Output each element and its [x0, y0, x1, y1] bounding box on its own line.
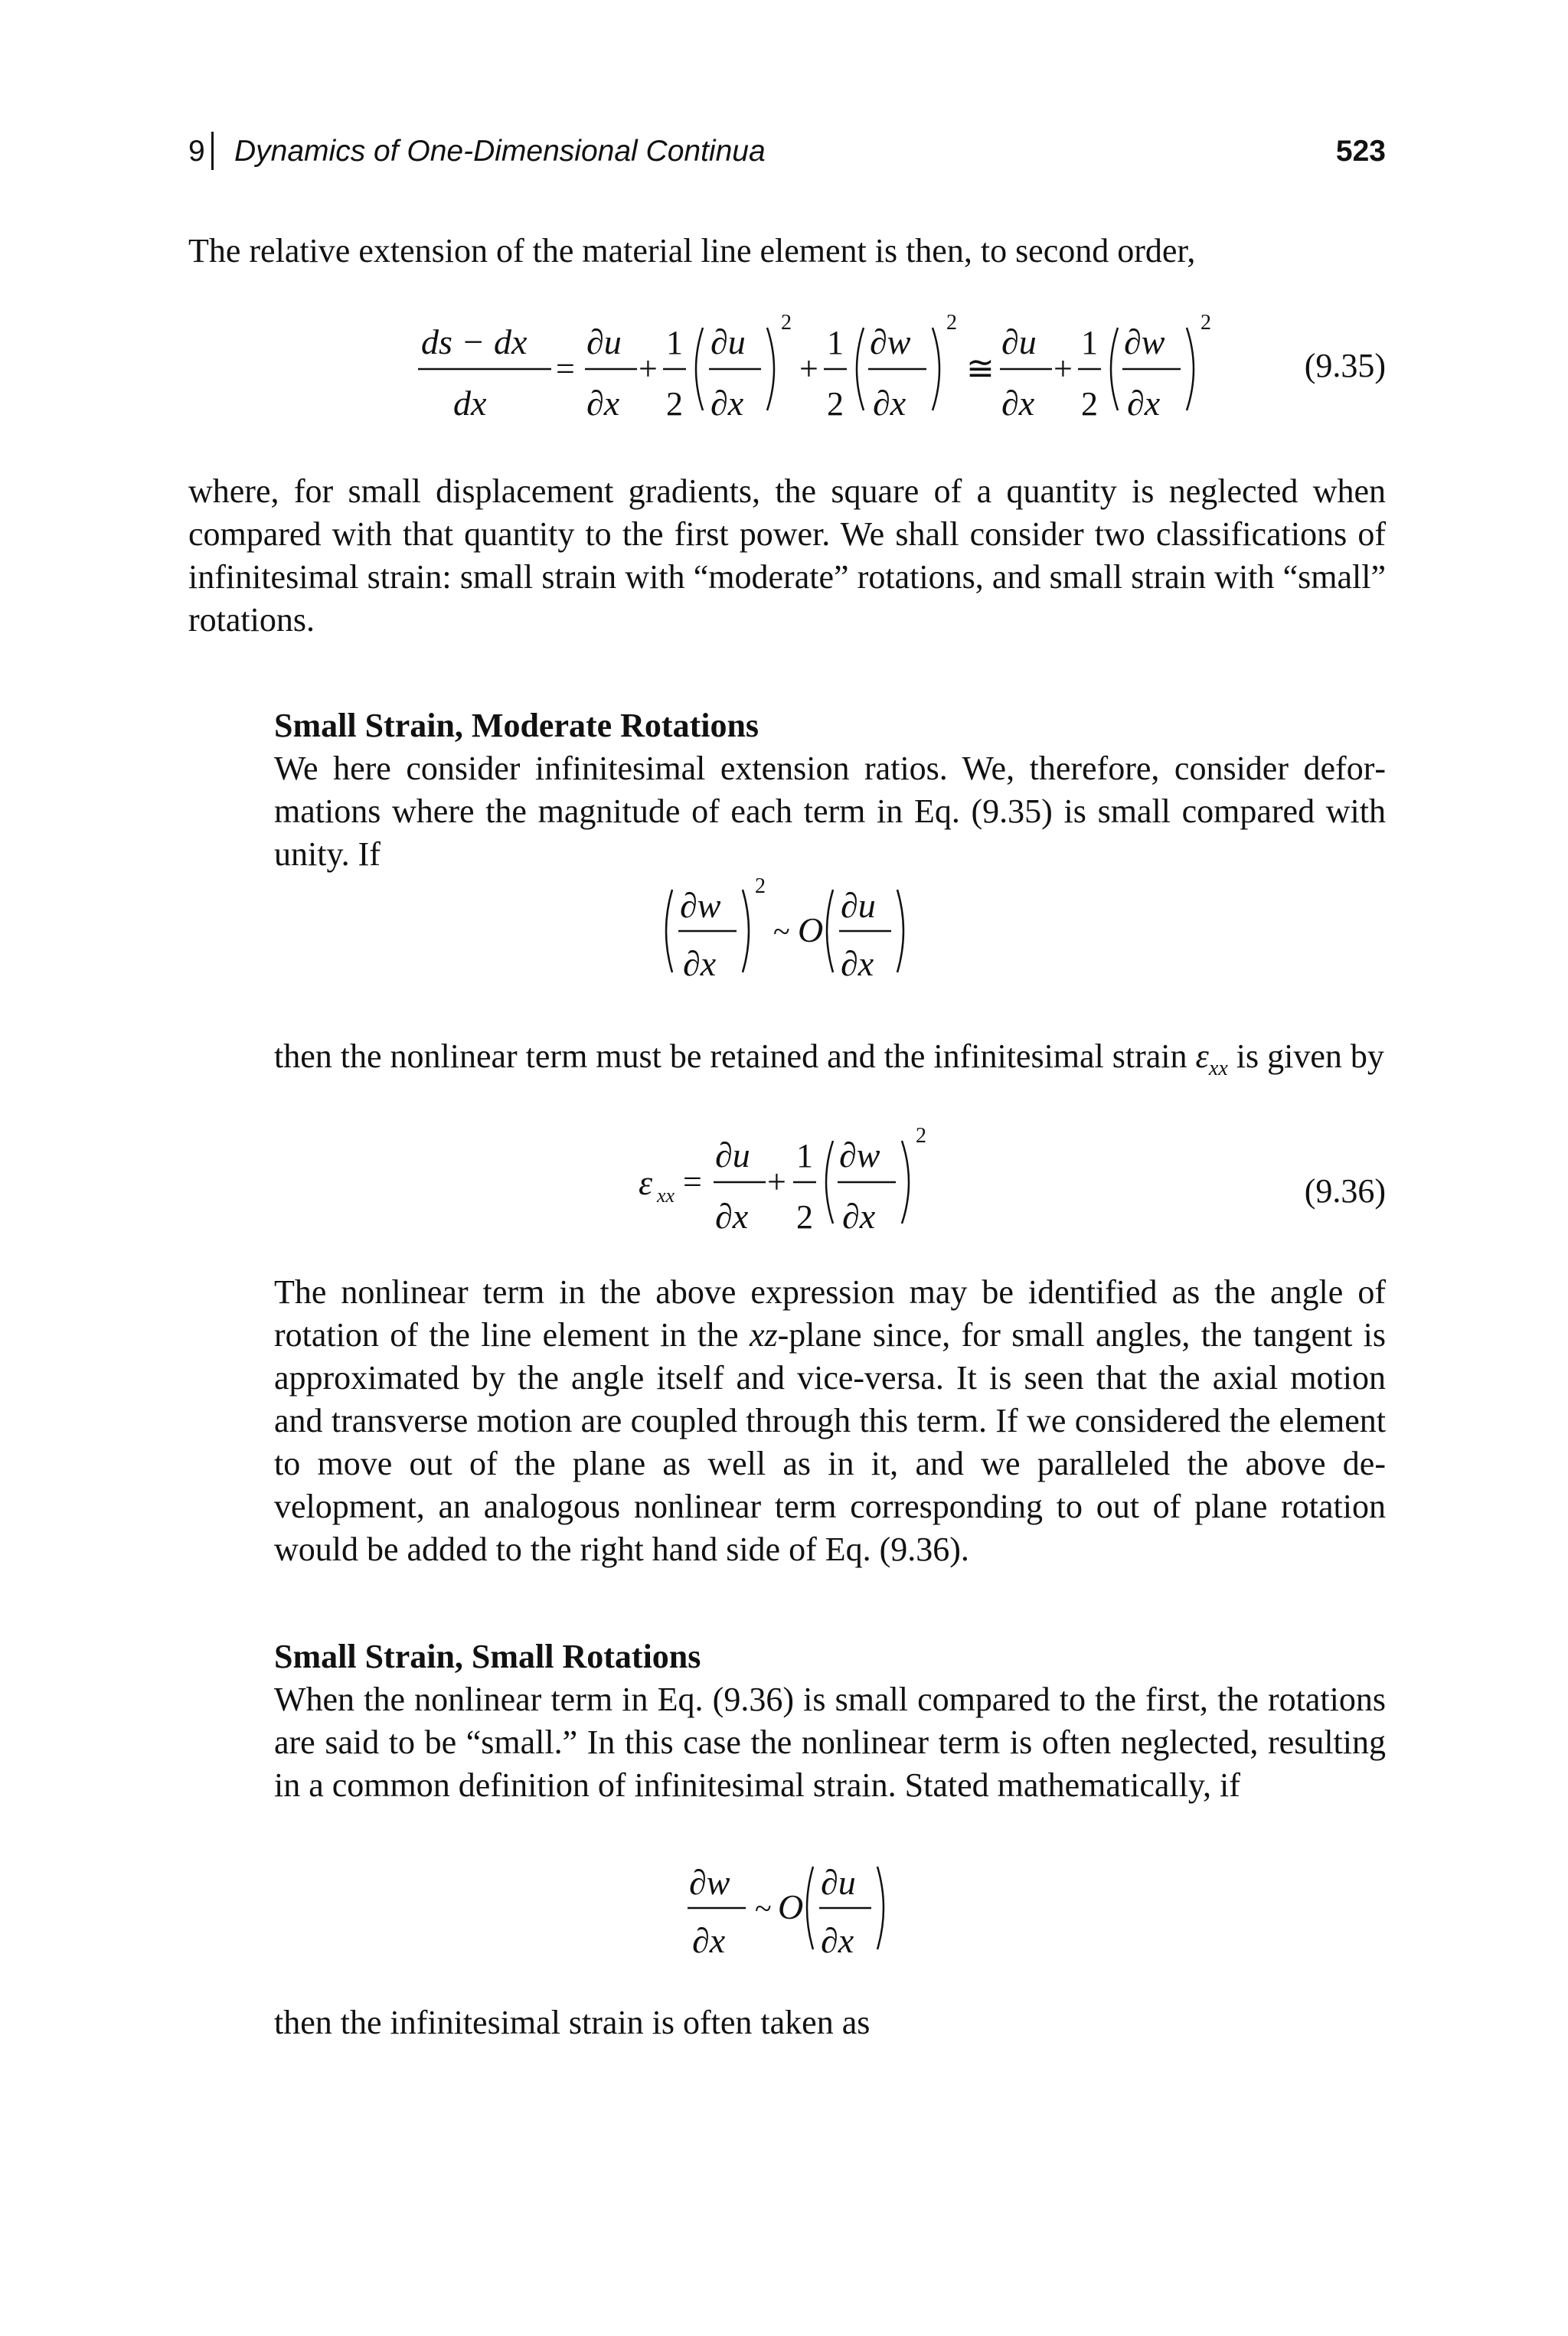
header-divider: [211, 132, 214, 170]
cond1-big-o: O: [798, 910, 824, 949]
eq935-square-1: 2: [781, 311, 792, 335]
eq935-paren-right-2: [933, 328, 939, 410]
eq936-dx-1: ∂x: [715, 1197, 749, 1236]
cond1-sim: ~: [773, 914, 790, 949]
epsilon-xx-inline: [1195, 1037, 1228, 1080]
eq935-paren-right-3: [1187, 328, 1194, 410]
equation-condition-moderate: [658, 874, 934, 995]
paragraph-small-rotations: When the nonlinear term in Eq. (9.36) is small compared to the first, the rotations are said to be “small.” In this case the nonlinear term is often neglected, resulting in a common definition of infinitesimal strain. Stated mathematically, if: [274, 1681, 1386, 1804]
cond1-dw: ∂w: [680, 886, 721, 925]
epsilon-symbol: ε: [1195, 1037, 1209, 1075]
equation-9-35: [413, 306, 1240, 444]
cond2-paren-left: [807, 1867, 813, 1949]
paragraph-intro: The relative extension of the material line element is then, to second order,: [188, 232, 1196, 270]
eq935-half-num-3: 1: [1081, 324, 1098, 361]
equation-9-36: [635, 1126, 957, 1248]
page-number: 523: [1335, 135, 1386, 168]
equation-number-9-35: (9.35): [1304, 347, 1386, 384]
equation-9-36-svg: [635, 1126, 957, 1248]
condition-moderate-svg: [658, 874, 934, 995]
cond1-paren-left-1: [666, 890, 672, 972]
eq936-half-den: 2: [796, 1198, 813, 1236]
eq936-paren-left: [826, 1141, 833, 1224]
eq935-approx: ≅: [966, 350, 995, 387]
eq935-du-1: ∂u: [586, 322, 622, 361]
cond2-dx-2: ∂x: [821, 1921, 854, 1960]
eq935-plus-3: +: [1054, 350, 1073, 387]
cond2-big-o: O: [778, 1887, 804, 1926]
cond1-paren-left-2: [827, 890, 833, 972]
section-heading-moderate-rotations: Small Strain, Moderate Rotations: [274, 707, 760, 744]
p4-text-before: then the nonlinear term must be retained and the infinitesimal strain: [274, 1037, 1187, 1075]
equation-number-9-36: (9.36): [1304, 1172, 1386, 1210]
eq935-dx-1: ∂x: [586, 384, 620, 423]
cond2-du: ∂u: [821, 1863, 856, 1902]
eq936-dx-2: ∂x: [842, 1197, 876, 1236]
eq936-paren-right: [902, 1141, 909, 1224]
paragraph-infinitesimal-strain: where, for small displacement gradients, the square of a quantity is neglected when compared with that quantity to the first power. We shall consider two classifications of infinitesimal strain: small strain with “moderate” rotations, and small strain with “small” rotations.: [188, 472, 1386, 639]
chapter-number: 9: [188, 135, 205, 168]
eq935-paren-left-1: [696, 328, 703, 410]
eq936-epsilon: ε: [639, 1163, 653, 1202]
eq935-paren-left-3: [1111, 328, 1118, 410]
eq935-numerator-ds-dx: ds − dx: [421, 322, 528, 361]
p5-text-a: The nonlinear term in the above expression may be identified as the angle of rotation of the line element in the: [274, 1273, 1386, 1354]
eq935-equals: =: [556, 350, 575, 387]
eq935-dw-2: ∂w: [1124, 322, 1165, 361]
cond1-du: ∂u: [841, 886, 876, 925]
cond2-dx-1: ∂x: [692, 1921, 726, 1960]
cond2-sim: ~: [755, 1891, 772, 1926]
paragraph-nonlinear-term-angle: [274, 1271, 1386, 1571]
eq935-paren-left-2: [857, 328, 864, 410]
eq936-equals: =: [683, 1163, 702, 1201]
eq935-dw-1: ∂w: [870, 322, 911, 361]
eq936-square: 2: [916, 1124, 926, 1148]
eq935-dx-3: ∂x: [873, 384, 906, 423]
cond1-square: 2: [755, 874, 766, 898]
eq936-dw: ∂w: [839, 1135, 880, 1175]
running-header: [188, 129, 1386, 176]
eq935-half-den-1: 2: [666, 385, 683, 423]
eq935-dx-2: ∂x: [710, 384, 744, 423]
cond2-dw: ∂w: [689, 1863, 730, 1902]
eq936-half-num: 1: [796, 1137, 813, 1175]
eq935-paren-right-1: [767, 328, 774, 410]
eq935-half-num-2: 1: [827, 324, 844, 361]
paragraph-extension-ratios: We here consider infinitesimal extension ratios. We, therefore, consider deformations where the magnitude of each term in Eq. (9.35) is small compared with unity. If: [274, 750, 1386, 873]
eq935-dx-5: ∂x: [1127, 384, 1161, 423]
eq936-du: ∂u: [715, 1135, 750, 1175]
p5-text-b: -plane since, for small angles, the tangent is approximated by the angle itself and vice-versa. It is seen that the axial motion and transverse motion are coupled through this term. If we considered the element to move out of the plane as well as in it, and we paralleled the above development, an analogous nonlinear term corresponding to out of plane rotation would be added to the right hand side of Eq. (9.36).: [274, 1316, 1387, 1568]
cond1-dx-2: ∂x: [841, 944, 874, 983]
eq935-half-den-3: 2: [1081, 385, 1098, 423]
equation-9-35-svg: [413, 306, 1240, 444]
eq935-half-num-1: 1: [666, 324, 683, 361]
eq935-plus-1: +: [639, 350, 658, 387]
epsilon-subscript: xx: [1208, 1056, 1228, 1080]
paragraph-nonlinear-retained: [274, 1035, 1386, 1090]
eq935-plus-2: +: [799, 350, 818, 387]
eq935-square-2: 2: [946, 311, 957, 335]
eq935-denominator-dx: dx: [453, 384, 487, 423]
eq936-plus: +: [767, 1163, 786, 1201]
eq935-square-3: 2: [1200, 311, 1211, 335]
chapter-title: Dynamics of One-Dimensional Continua: [234, 135, 766, 168]
eq935-du-3: ∂u: [1001, 322, 1037, 361]
cond1-paren-right-2: [897, 890, 903, 972]
paragraph-strain-taken-as: then the infinitesimal strain is often taken as: [274, 2004, 871, 2041]
cond2-paren-right: [877, 1867, 884, 1949]
condition-small-svg: [683, 1856, 913, 1971]
eq936-subscript: xx: [657, 1184, 675, 1207]
p5-xz-italic: xz: [749, 1316, 778, 1354]
section-heading-small-rotations: Small Strain, Small Rotations: [274, 1638, 701, 1675]
equation-condition-small: [683, 1856, 913, 1971]
cond1-paren-right-1: [743, 890, 749, 972]
eq935-half-den-2: 2: [827, 385, 844, 423]
p4-text-after: is given by: [1236, 1037, 1384, 1075]
cond1-dx-1: ∂x: [683, 944, 717, 983]
eq935-du-2: ∂u: [710, 322, 746, 361]
eq935-dx-4: ∂x: [1001, 384, 1035, 423]
